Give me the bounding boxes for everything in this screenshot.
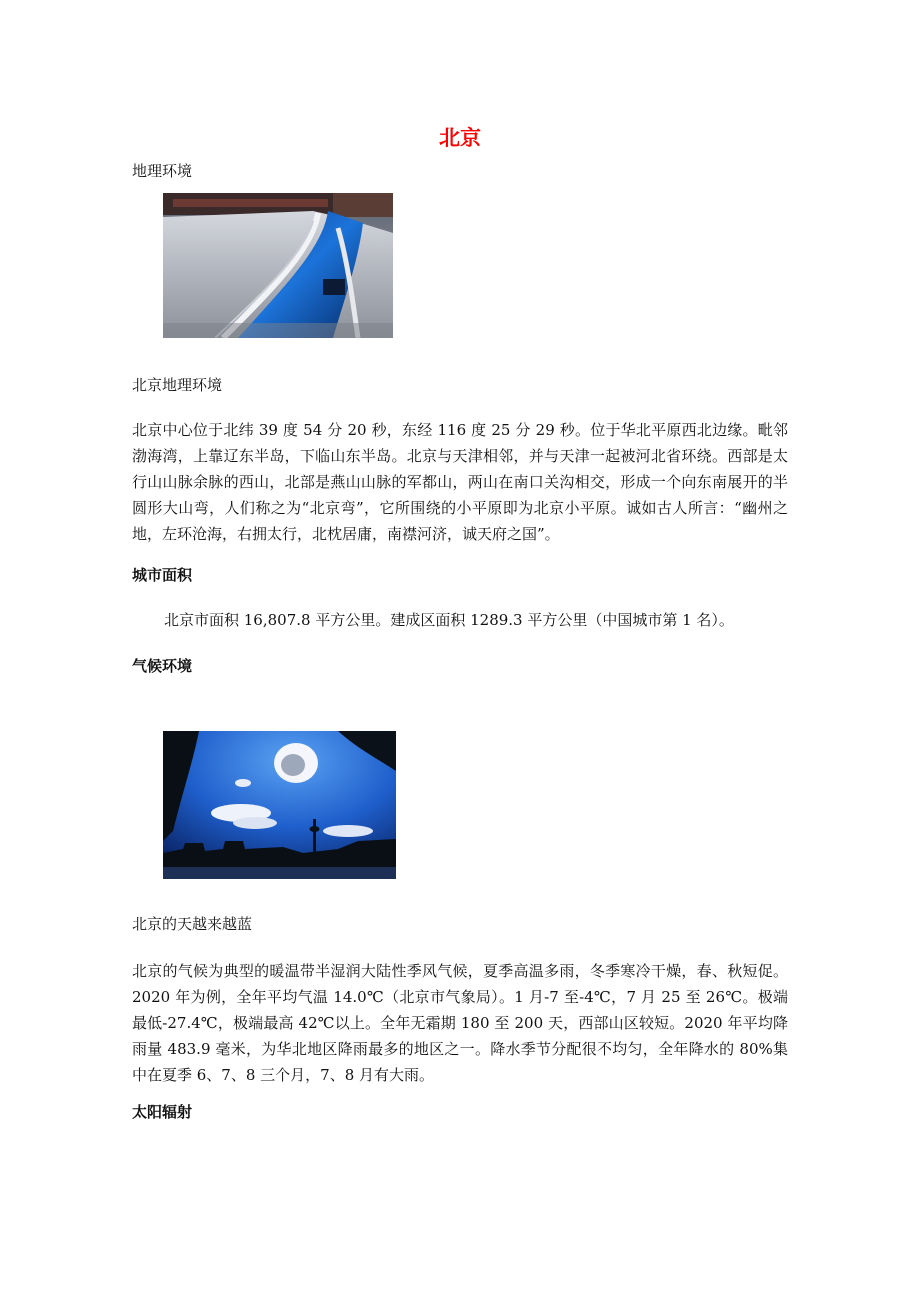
geography-paragraph: 北京中心位于北纬 39 度 54 分 20 秒，东经 116 度 25 分 29 秒。位于华北平原西北边缘。毗邻渤海湾，上靠辽东半岛，下临山东半岛。北京与天津相邻，并与天津一起被河北省环绕。西部是太行山山脉余脉的西山，北部是燕山山脉的军都山，两山在南口关沟相交，形成一个向东南展开的半圆形大山弯，人们称之为“北京弯”，它所围绕的小平原即为北京小平原。诚如古人所言：“幽州之地，左环沧海，右拥太行，北枕居庸，南襟河济，诚天府之国”。 [132, 421, 788, 543]
geography-image-caption: 北京地理环境 [132, 376, 223, 394]
climate-image-caption: 北京的天越来越蓝 [132, 915, 253, 933]
climate-paragraph: 北京的气候为典型的暖温带半湿润大陆性季风气候，夏季高温多雨，冬季寒冷干燥，春、秋短促。2020 年为例，全年平均气温 14.0℃（北京市气象局）。1 月-7 至-4℃，7 月 25 至 26℃。极端最低-27.4℃，极端最高 42℃以上。全年无霜期 180 至 200 天，西部山区较短。2020 年平均降雨量 483.9 毫米，为华北地区降雨最多的地区之一。降水季节分配很不均匀，全年降水的 80%集中在夏季 6、7、8 三个月，7、8 月有大雨。 [132, 962, 788, 1084]
solar-radiation-heading: 太阳辐射 [132, 1103, 193, 1121]
blue-sky-beijing-photo [163, 731, 396, 879]
climate-heading: 气候环境 [132, 657, 193, 675]
section-label-geography: 地理环境 [132, 162, 193, 180]
area-paragraph: 北京市面积 16,807.8 平方公里。建成区面积 1289.3 平方公里（中国城市第 1 名）。 [164, 611, 734, 629]
area-heading: 城市面积 [132, 566, 193, 584]
page-title: 北京 [439, 126, 481, 150]
forbidden-city-moat-photo [163, 193, 393, 338]
